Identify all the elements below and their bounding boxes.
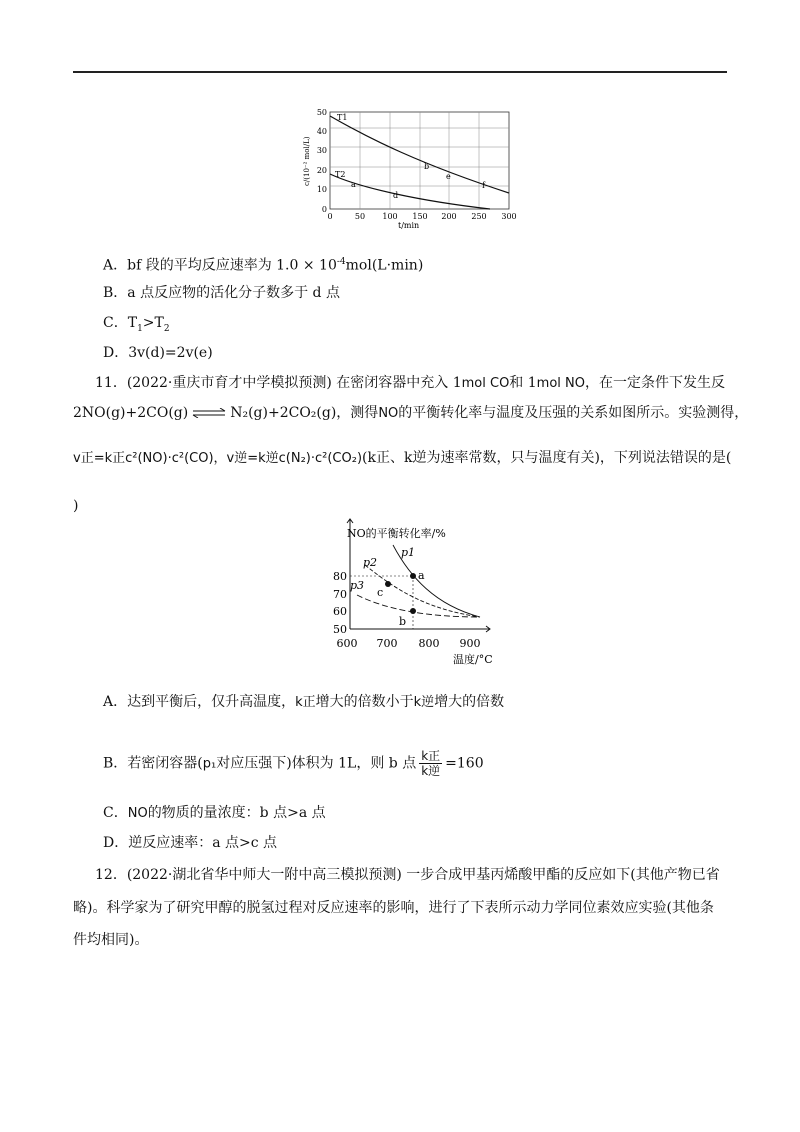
q11-stem-mid: 和 1 xyxy=(509,375,537,391)
q11-option-b-fraction xyxy=(419,749,442,778)
point-label-b2: b xyxy=(399,615,407,628)
q10-option-a-unit: mol(L·min) xyxy=(345,257,424,274)
curve-label-p2: p2 xyxy=(363,556,378,569)
q10-option-a-text: A．bf 段的平均反应速率为 1.0 × 10 xyxy=(103,257,337,274)
y-tick-80: 80 xyxy=(333,570,347,583)
q11-stem-line3 xyxy=(73,448,731,469)
point-label-c2: c xyxy=(377,586,384,599)
x-tick-800: 800 xyxy=(418,637,440,650)
x-tick-700: 700 xyxy=(376,637,398,650)
q11-option-b xyxy=(103,749,484,778)
curve-label-t2: T2 xyxy=(335,170,346,179)
x-axis-label-2: 温度/°C xyxy=(453,653,493,666)
q11-option-a-post: 增大的倍数 xyxy=(434,694,505,710)
q11-option-a-mid: 增大的倍数小于 xyxy=(315,694,414,710)
q10-option-c-sub1: 1 xyxy=(137,323,143,334)
q11-option-c-post: 的物质的量浓度：b 点>a 点 xyxy=(147,805,326,821)
q11-option-c-text: C． xyxy=(103,805,128,821)
y-tick-10: 10 xyxy=(316,185,327,194)
q11-products: N₂(g)+2CO₂(g)，测得 xyxy=(230,405,379,421)
q11-option-c-no: NO xyxy=(127,806,148,821)
q11-stem-line2-post: 的平衡转化率与温度及压强的关系如图所示。实验测得， xyxy=(398,405,749,421)
q10-option-b: B．a 点反应物的活化分子数多于 d 点 xyxy=(103,285,340,301)
q11-option-b-text: B．若密闭容器( xyxy=(103,755,203,772)
q11-option-a-text: A．达到平衡后，仅升高温度， xyxy=(103,694,296,710)
point-label-f: f xyxy=(482,181,485,190)
x-axis-label: t/min xyxy=(398,221,420,230)
q10-option-a xyxy=(103,252,423,276)
q11-option-b-value: =160 xyxy=(445,755,484,772)
q12-line1: 12．(2022·湖北省华中师大一附中高三模拟预测) 一步合成甲基丙烯酸甲酯的反应如下(其他产物已省 xyxy=(95,867,720,883)
q10-option-c-mid: >T xyxy=(142,315,164,331)
conversion-temperature-graph xyxy=(325,517,495,667)
q11-no-formula: mol NO xyxy=(536,376,585,391)
equilibrium-arrow-icon xyxy=(192,408,226,418)
q11-option-c xyxy=(103,803,326,824)
header-rule xyxy=(73,71,727,73)
x-tick-200: 200 xyxy=(441,212,457,221)
x-tick-50: 50 xyxy=(354,212,366,221)
y-axis-label-2: NO的平衡转化率/% xyxy=(347,527,446,540)
q10-option-c-sub2: 2 xyxy=(163,323,170,334)
y-tick-40: 40 xyxy=(316,127,327,136)
q11-stem-line4: ) xyxy=(73,498,79,514)
q11-stem-text: 11．(2022·重庆市育才中学模拟预测) 在密闭容器中充入 1 xyxy=(95,375,462,391)
q11-option-b-p1: p₁ xyxy=(202,756,217,772)
q11-option-a-k-reverse: k逆 xyxy=(413,695,435,710)
point-label-d: d xyxy=(393,191,399,200)
q11-stem-line3-post: (k正、k逆为速率常数，只与温度有关)，下列说法错误的是( xyxy=(362,450,732,466)
fraction-denominator: k逆 xyxy=(421,764,441,778)
point-label-a: a xyxy=(351,180,356,189)
q11-option-a xyxy=(103,692,504,713)
q11-no-formula-2: NO xyxy=(378,406,399,421)
q11-forward-rate-eq: v正=k正c²(NO)·c²(CO) xyxy=(73,451,214,466)
q11-reverse-rate-eq: ，v逆=k逆c(N₂)·c²(CO₂) xyxy=(213,451,363,466)
q10-option-a-exponent: -4 xyxy=(336,257,346,267)
point-label-e: e xyxy=(446,172,451,181)
x-tick-600: 600 xyxy=(336,637,358,650)
curve-label-t1: T1 xyxy=(337,113,348,122)
concentration-time-graph xyxy=(300,104,525,232)
q11-option-b-mid: 对应压强下)体积为 1L，则 b 点 xyxy=(216,755,417,772)
x-tick-250: 250 xyxy=(471,212,487,221)
x-tick-900: 900 xyxy=(459,637,481,650)
q11-co-formula: mol CO xyxy=(461,376,510,391)
curve-label-p3: p3 xyxy=(350,579,365,592)
q11-option-d: D．逆反应速率：a 点>c 点 xyxy=(103,835,278,851)
y-tick-0: 0 xyxy=(321,205,327,214)
point-label-b: b xyxy=(424,162,430,171)
q10-option-c-text: C．T xyxy=(103,315,138,331)
point-label-a2: a xyxy=(418,569,425,582)
y-tick-30: 30 xyxy=(316,146,327,155)
y-tick-60: 60 xyxy=(333,605,347,618)
q11-option-a-k-forward: k正 xyxy=(295,695,316,710)
x-tick-100: 100 xyxy=(382,212,398,221)
q11-stem-line1 xyxy=(95,373,725,394)
y-axis-label: c/(10⁻² mol/L) xyxy=(303,136,311,186)
q12-line3: 件均相同)。 xyxy=(73,932,149,948)
y-tick-50: 50 xyxy=(333,623,347,636)
q11-reactants: 2NO(g)+2CO(g) xyxy=(73,405,189,421)
y-tick-70: 70 xyxy=(333,588,347,601)
curve-label-p1: p1 xyxy=(401,546,416,559)
y-tick-50: 50 xyxy=(316,108,327,117)
q10-option-d: D．3v(d)=2v(e) xyxy=(103,345,213,361)
q11-stem-post: ，在一定条件下发生反 xyxy=(584,375,725,391)
q10-option-c xyxy=(103,313,170,339)
y-tick-20: 20 xyxy=(316,166,327,175)
x-tick-150: 150 xyxy=(412,212,428,221)
q12-line2: 略)。科学家为了研究甲醇的脱氢过程对反应速率的影响，进行了下表所示动力学同位素效应实验(其他条 xyxy=(73,900,714,916)
x-tick-300: 300 xyxy=(501,212,517,221)
fraction-numerator: k正 xyxy=(421,749,441,763)
x-tick-0: 0 xyxy=(327,212,333,221)
q11-stem-line2 xyxy=(73,403,748,424)
